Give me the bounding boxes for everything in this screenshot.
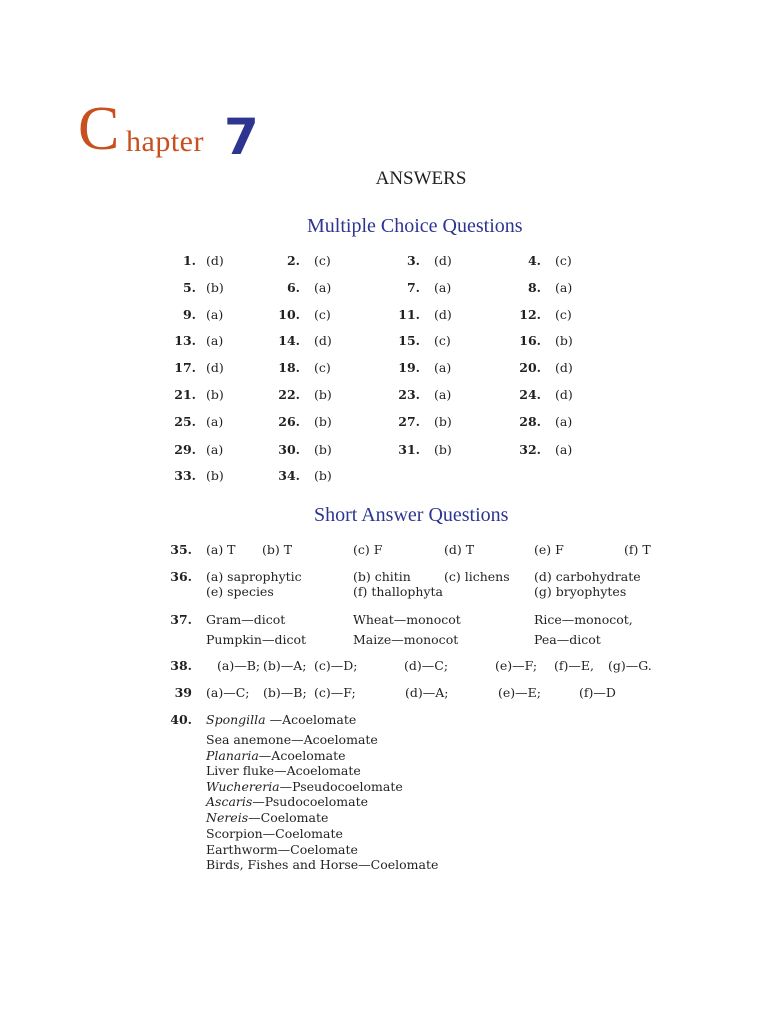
answer-item: (c) lichens <box>444 569 510 584</box>
mcq-answer: (a) <box>206 414 224 429</box>
q40-answer-line <box>206 781 403 794</box>
mcq-section-title: Multiple Choice Questions <box>307 215 523 237</box>
classification: —Psudocoelomate <box>252 794 369 809</box>
mcq-question-number: 14. <box>278 333 300 348</box>
answer-item: Maize—monocot <box>353 632 459 647</box>
mcq-answer: (b) <box>206 280 224 295</box>
answer-item: (f)—D <box>579 685 616 700</box>
question-number: 39 <box>174 685 192 700</box>
answer-item: (d) T <box>444 542 475 557</box>
mcq-question-number: 33. <box>174 468 196 483</box>
classification: Sea anemone—Acoelomate <box>206 732 378 747</box>
answer-item: (a) saprophytic <box>206 569 302 584</box>
mcq-question-number: 28. <box>519 414 541 429</box>
mcq-answer: (a) <box>555 414 573 429</box>
answer-item: (b)—A; <box>263 658 307 673</box>
answer-item: (e)—E; <box>498 685 541 700</box>
chapter-word: hapter <box>126 125 204 158</box>
mcq-answer: (a) <box>434 387 452 402</box>
q40-answer-line <box>206 812 328 825</box>
mcq-answer: (d) <box>555 360 573 375</box>
mcq-question-number: 8. <box>527 280 541 295</box>
mcq-answer: (a) <box>206 307 224 322</box>
mcq-answer: (a) <box>434 360 452 375</box>
mcq-question-number: 22. <box>278 387 300 402</box>
mcq-question-number: 3. <box>406 253 420 268</box>
mcq-question-number: 25. <box>174 414 196 429</box>
answer-item: Gram—dicot <box>206 612 286 627</box>
mcq-question-number: 27. <box>398 414 420 429</box>
q40-answer-line <box>206 796 368 809</box>
mcq-answer: (a) <box>206 333 224 348</box>
answer-item: (c)—F; <box>314 685 356 700</box>
q40-answer-line <box>206 859 438 872</box>
classification: Scorpion—Coelomate <box>206 826 343 841</box>
mcq-answer: (d) <box>206 253 224 268</box>
mcq-question-number: 2. <box>286 253 300 268</box>
answer-item: Wheat—monocot <box>353 612 461 627</box>
mcq-answer: (b) <box>314 442 332 457</box>
answer-item: (a) T <box>206 542 236 557</box>
answer-item: (b)—B; <box>263 685 307 700</box>
q40-answer-line <box>206 844 358 857</box>
mcq-question-number: 21. <box>174 387 196 402</box>
mcq-question-number: 15. <box>398 333 420 348</box>
answer-item: (f)—E, <box>554 658 594 673</box>
mcq-question-number: 16. <box>519 333 541 348</box>
mcq-answer: (a) <box>555 280 573 295</box>
mcq-answer: (b) <box>314 414 332 429</box>
mcq-question-number: 7. <box>406 280 420 295</box>
mcq-question-number: 5. <box>182 280 196 295</box>
mcq-question-number: 29. <box>174 442 196 457</box>
mcq-question-number: 17. <box>174 360 196 375</box>
mcq-question-number: 9. <box>182 307 196 322</box>
mcq-question-number: 1. <box>182 253 196 268</box>
mcq-answer: (b) <box>434 442 452 457</box>
mcq-answer: (b) <box>555 333 573 348</box>
question-number: 38. <box>170 658 192 673</box>
answer-item: (d)—C; <box>404 658 449 673</box>
mcq-answer: (c) <box>434 333 451 348</box>
organism-name: Planaria <box>206 748 259 763</box>
question-number: 40. <box>170 712 192 727</box>
answer-item: (g)—G. <box>608 658 652 673</box>
mcq-question-number: 24. <box>519 387 541 402</box>
answer-item: (c) F <box>353 542 383 557</box>
mcq-question-number: 26. <box>278 414 300 429</box>
answer-item: (g) bryophytes <box>534 584 627 599</box>
mcq-answer: (d) <box>206 360 224 375</box>
mcq-answer: (b) <box>434 414 452 429</box>
q40-answer-line <box>206 765 361 778</box>
mcq-answer: (a) <box>434 280 452 295</box>
mcq-answer: (a) <box>314 280 332 295</box>
q40-answer-line <box>206 750 346 763</box>
answer-item: (e) species <box>206 584 274 599</box>
mcq-question-number: 10. <box>278 307 300 322</box>
answer-item: (f) thallophyta <box>353 584 443 599</box>
mcq-answer: (d) <box>555 387 573 402</box>
q40-answer-line <box>206 828 343 841</box>
mcq-question-number: 12. <box>519 307 541 322</box>
mcq-answer: (c) <box>314 307 331 322</box>
mcq-question-number: 23. <box>398 387 420 402</box>
answer-item: (e) F <box>534 542 564 557</box>
mcq-answer: (c) <box>555 307 572 322</box>
classification: —Acoelomate <box>258 748 346 763</box>
answer-item: Pumpkin—dicot <box>206 632 306 647</box>
classification: —Acoelomate <box>265 712 357 727</box>
mcq-answer: (c) <box>314 360 331 375</box>
mcq-answer: (d) <box>434 307 452 322</box>
answer-item: (f) T <box>624 542 651 557</box>
chapter-number: 7 <box>224 108 259 166</box>
question-number: 36. <box>170 569 192 584</box>
classification: Liver fluke—Acoelomate <box>206 763 361 778</box>
classification: —Coelomate <box>248 810 329 825</box>
q40-answer-line <box>206 714 356 727</box>
mcq-answer: (a) <box>555 442 573 457</box>
mcq-answer: (c) <box>314 253 331 268</box>
q40-answer-line <box>206 734 378 747</box>
answer-item: (d) carbohydrate <box>534 569 641 584</box>
mcq-question-number: 4. <box>527 253 541 268</box>
page-title: ANSWERS <box>375 168 467 189</box>
question-number: 37. <box>170 612 192 627</box>
mcq-question-number: 13. <box>174 333 196 348</box>
mcq-answer: (d) <box>314 333 332 348</box>
mcq-question-number: 34. <box>278 468 300 483</box>
mcq-question-number: 11. <box>398 307 420 322</box>
organism-name: Spongilla <box>206 712 266 727</box>
classification: —Pseudocoelomate <box>279 779 403 794</box>
classification: Birds, Fishes and Horse—Coelomate <box>206 857 439 872</box>
answer-item: (a)—B; <box>217 658 261 673</box>
mcq-answer: (b) <box>206 387 224 402</box>
answer-item: (e)—F; <box>495 658 538 673</box>
mcq-answer: (b) <box>314 387 332 402</box>
answer-item: (c)—D; <box>314 658 358 673</box>
answer-item: Pea—dicot <box>534 632 601 647</box>
mcq-question-number: 31. <box>398 442 420 457</box>
mcq-question-number: 30. <box>278 442 300 457</box>
mcq-question-number: 19. <box>398 360 420 375</box>
mcq-question-number: 18. <box>278 360 300 375</box>
mcq-answer: (c) <box>555 253 572 268</box>
classification: Earthworm—Coelomate <box>206 842 358 857</box>
mcq-answer: (a) <box>206 442 224 457</box>
answer-item: (b) chitin <box>353 569 411 584</box>
saq-section-title: Short Answer Questions <box>314 504 509 526</box>
answer-item: (d)—A; <box>405 685 449 700</box>
chapter-initial: C <box>78 95 120 163</box>
answer-item: (b) T <box>262 542 293 557</box>
mcq-answer: (b) <box>314 468 332 483</box>
mcq-answer: (b) <box>206 468 224 483</box>
answer-item: Rice—monocot, <box>534 612 633 627</box>
answer-item: (a)—C; <box>206 685 250 700</box>
organism-name: Ascaris <box>206 794 253 809</box>
mcq-answer: (d) <box>434 253 452 268</box>
mcq-question-number: 6. <box>286 280 300 295</box>
question-number: 35. <box>170 542 192 557</box>
organism-name: Nereis <box>206 810 249 825</box>
mcq-question-number: 32. <box>519 442 541 457</box>
mcq-question-number: 20. <box>519 360 541 375</box>
organism-name: Wuchereria <box>206 779 280 794</box>
